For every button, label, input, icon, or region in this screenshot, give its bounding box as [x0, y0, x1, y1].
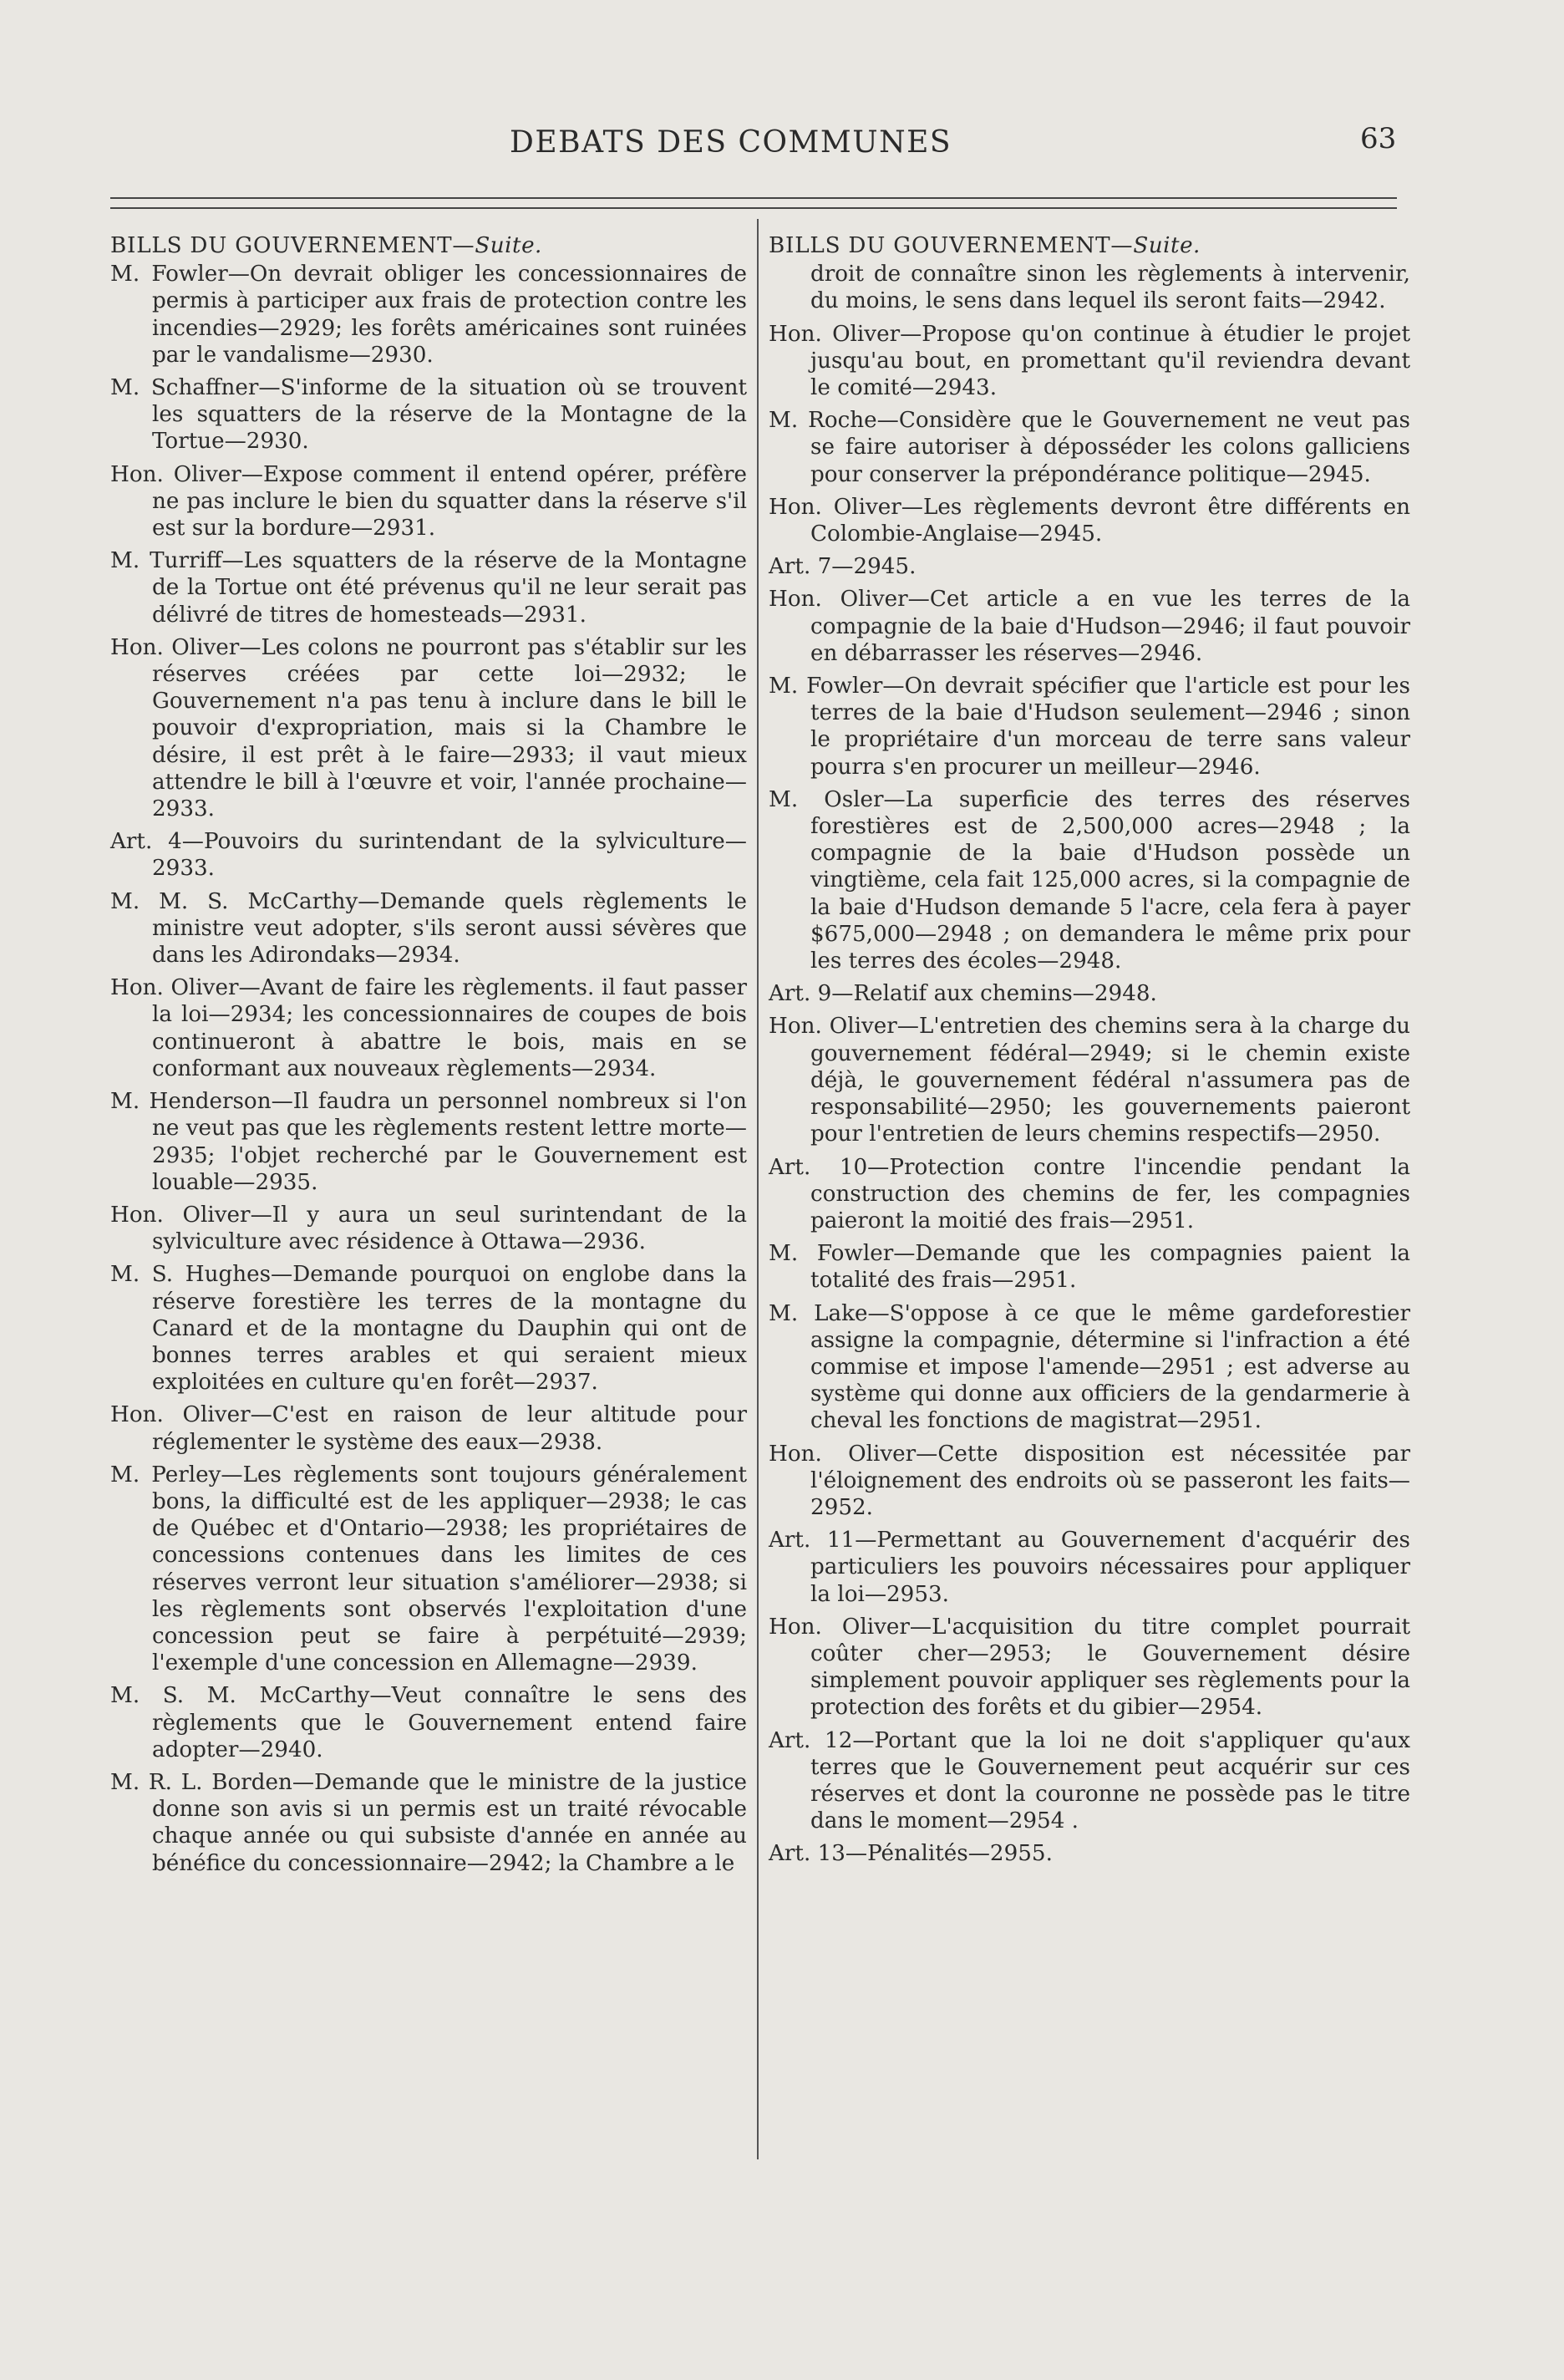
index-entry: Hon. Oliver—C'est en raison de leur altitude pour réglementer le système des eaux—2938. [110, 1402, 747, 1455]
column-heading [110, 232, 747, 259]
index-entry: Hon. Oliver—L'entretien des chemins sera à la charge du gouvernement fédéral—2949; si le chemin existe déjà, le gouvernement fédéral n'assumera pas de responsabilité—2950; les gouvernements paieront pour l'entretien de leurs chemins respectifs—2950. [769, 1014, 1410, 1147]
running-title: DEBATS DES COMMUNES [510, 125, 952, 160]
index-entry: M. M. S. McCarthy—Demande quels règlements le ministre veut adopter, s'ils seront aussi sévères que dans les Adirondaks—2934. [110, 888, 747, 969]
index-entry: Hon. Oliver—Propose qu'on continue à étudier le projet jusqu'au bout, en promettant qu'il reviendra devant le comité—2943. [769, 321, 1410, 401]
index-entry: Hon. Oliver—Les règlements devront être différents en Colombie-Anglaise—2945. [769, 494, 1410, 547]
index-entry: Art. 13—Pénalités—2955. [769, 1841, 1053, 1867]
index-entry: Art. 7—2945. [769, 554, 917, 580]
index-entry: M. S. Hughes—Demande pourquoi on englobe dans la réserve forestière les terres de la montagne du Canard et de la montagne du Dauphin qui ont de bonnes terres arables et qui seraient mieux exploitées en culture qu'en forêt—2937. [110, 1262, 747, 1396]
left-column [110, 232, 747, 1883]
index-entry: M. Fowler—On devrait obliger les concessionnaires de permis à participer aux frais de protection contre les incendies—2929; les forêts américaines sont ruinées par le vandalisme—2930. [110, 262, 747, 368]
index-entry: Art. 11—Permettant au Gouvernement d'acquérir des particuliers les pouvoirs nécessaires pour appliquer la loi—2953. [769, 1528, 1410, 1607]
header-rule-bottom [110, 207, 1397, 209]
index-entry: M. Henderson—Il faudra un personnel nombreux si l'on ne veut pas que les règlements restent lettre morte—2935; l'objet recherché par le Gouvernement est louable—2935. [110, 1089, 747, 1195]
index-entry: M. R. L. Borden—Demande que le ministre de la justice donne son avis si un permis est un traité révocable chaque année ou qui subsiste d'année en année au bénéfice du concessionnaire—2942; la Chambre a le [110, 1769, 747, 1876]
index-entry: Art. 4—Pouvoirs du surintendant de la sylviculture—2933. [110, 829, 747, 882]
column-heading-text: BILLS DU GOUVERNEMENT— [769, 233, 1134, 258]
index-entry: M. S. M. McCarthy—Veut connaître le sens des règlements que le Gouvernement entend faire adopter—2940. [110, 1683, 747, 1762]
right-column [769, 232, 1410, 1874]
index-entry: Hon. Oliver—Cette disposition est nécessitée par l'éloignement des endroits où se passeront les faits—2952. [769, 1441, 1410, 1520]
index-entry: M. Turriff—Les squatters de la réserve de la Montagne de la Tortue ont été prévenus qu'il ne leur serait pas délivré de titres de homesteads—2931. [110, 548, 747, 628]
index-entry: M. Fowler—Demande que les compagnies paient la totalité des frais—2951. [769, 1241, 1410, 1294]
index-entry: Art. 12—Portant que la loi ne doit s'appliquer qu'aux terres que le Gouvernement peut acquérir sur ces réserves et dont la couronne ne possède pas le titre dans le moment—2954 . [769, 1727, 1410, 1834]
index-entry: Hon. Oliver—Avant de faire les règlements. il faut passer la loi—2934; les concessionnaires de coupes de bois continueront à abattre le bois, mais en se conformant aux nouveaux règlements—2934. [110, 975, 747, 1081]
index-entry: Hon. Oliver—L'acquisition du titre complet pourrait coûter cher—2953; le Gouvernement désire simplement pouvoir appliquer ses règlements pour la protection des forêts et du gibier—2954. [769, 1614, 1410, 1721]
column-divider [757, 219, 759, 2159]
index-entry: M. Schaffner—S'informe de la situation où se trouvent les squatters de la réserve de la Montagne de la Tortue—2930. [110, 375, 747, 455]
index-entry: Art. 10—Protection contre l'incendie pendant la construction des chemins de fer, les compagnies paieront la moitié des frais—2951. [769, 1154, 1410, 1233]
index-entry: Hon. Oliver—Il y aura un seul surintendant de la sylviculture avec résidence à Ottawa—2936. [110, 1202, 747, 1255]
column-heading [769, 232, 1410, 259]
index-entry: M. Roche—Considère que le Gouvernement ne veut pas se faire autoriser à déposséder les colons galliciens pour conserver la prépondérance politique—2945. [769, 408, 1410, 487]
header-rule-top [110, 197, 1397, 199]
index-entry: droit de connaître sinon les règlements à intervenir, du moins, le sens dans lequel ils seront faits—2942. [810, 262, 1410, 314]
column-heading-text: BILLS DU GOUVERNEMENT— [110, 233, 475, 258]
index-entry: M. Osler—La superficie des terres des réserves forestières est de 2,500,000 acres—2948 ; la compagnie de la baie d'Hudson possède un vingtième, cela fait 125,000 acres, si la compagnie de la baie d'Hudson demande 5 l'acre, cela fera à payer $675,000—2948 ; on demandera le même prix pour les terres des écoles—2948. [769, 786, 1410, 974]
index-entry: Hon. Oliver—Expose comment il entend opérer, préfère ne pas inclure le bien du squatter dans la réserve s'il est sur la bordure—2931. [110, 461, 747, 542]
index-entry: M. Fowler—On devrait spécifier que l'article est pour les terres de la baie d'Hudson seulement—2946 ; sinon le propriétaire d'un morceau de terre sans valeur pourra s'en procurer un meilleur—2946. [769, 674, 1410, 780]
column-heading-suffix: Suite. [475, 233, 542, 258]
index-entry: Hon. Oliver—Cet article a en vue les terres de la compagnie de la baie d'Hudson—2946; il faut pouvoir en débarrasser les réserves—2946. [769, 587, 1410, 666]
page-number: 63 [1360, 122, 1397, 155]
column-heading-suffix: Suite. [1133, 233, 1201, 258]
index-entry: M. Lake—S'oppose à ce que le même gardeforestier assigne la compagnie, détermine si l'infraction a été commise et impose l'amende—2951 ; est adverse au système qui donne aux officiers de la gendarmerie à cheval les fonctions de magistrat—2951. [769, 1300, 1410, 1434]
index-entry: Art. 9—Relatif aux chemins—2948. [769, 981, 1157, 1007]
index-entry: Hon. Oliver—Les colons ne pourront pas s'établir sur les réserves créées par cette loi—2932; le Gouvernement n'a pas tenu à inclure dans le bill le pouvoir d'expropriation, mais si la Chambre le désire, il est prêt à le faire—2933; il vaut mieux attendre le bill à l'œuvre et voir, l'année prochaine—2933. [110, 634, 747, 822]
index-entry: M. Perley—Les règlements sont toujours généralement bons, la difficulté est de les appliquer—2938; le cas de Québec et d'Ontario—2938; les propriétaires de concessions contenues dans les limites de ces réserves verront leur situation s'améliorer—2938; si les règlements sont observés l'exploitation d'une concession peut se faire à perpétuité—2939; l'exemple d'une concession en Allemagne—2939. [110, 1462, 747, 1676]
